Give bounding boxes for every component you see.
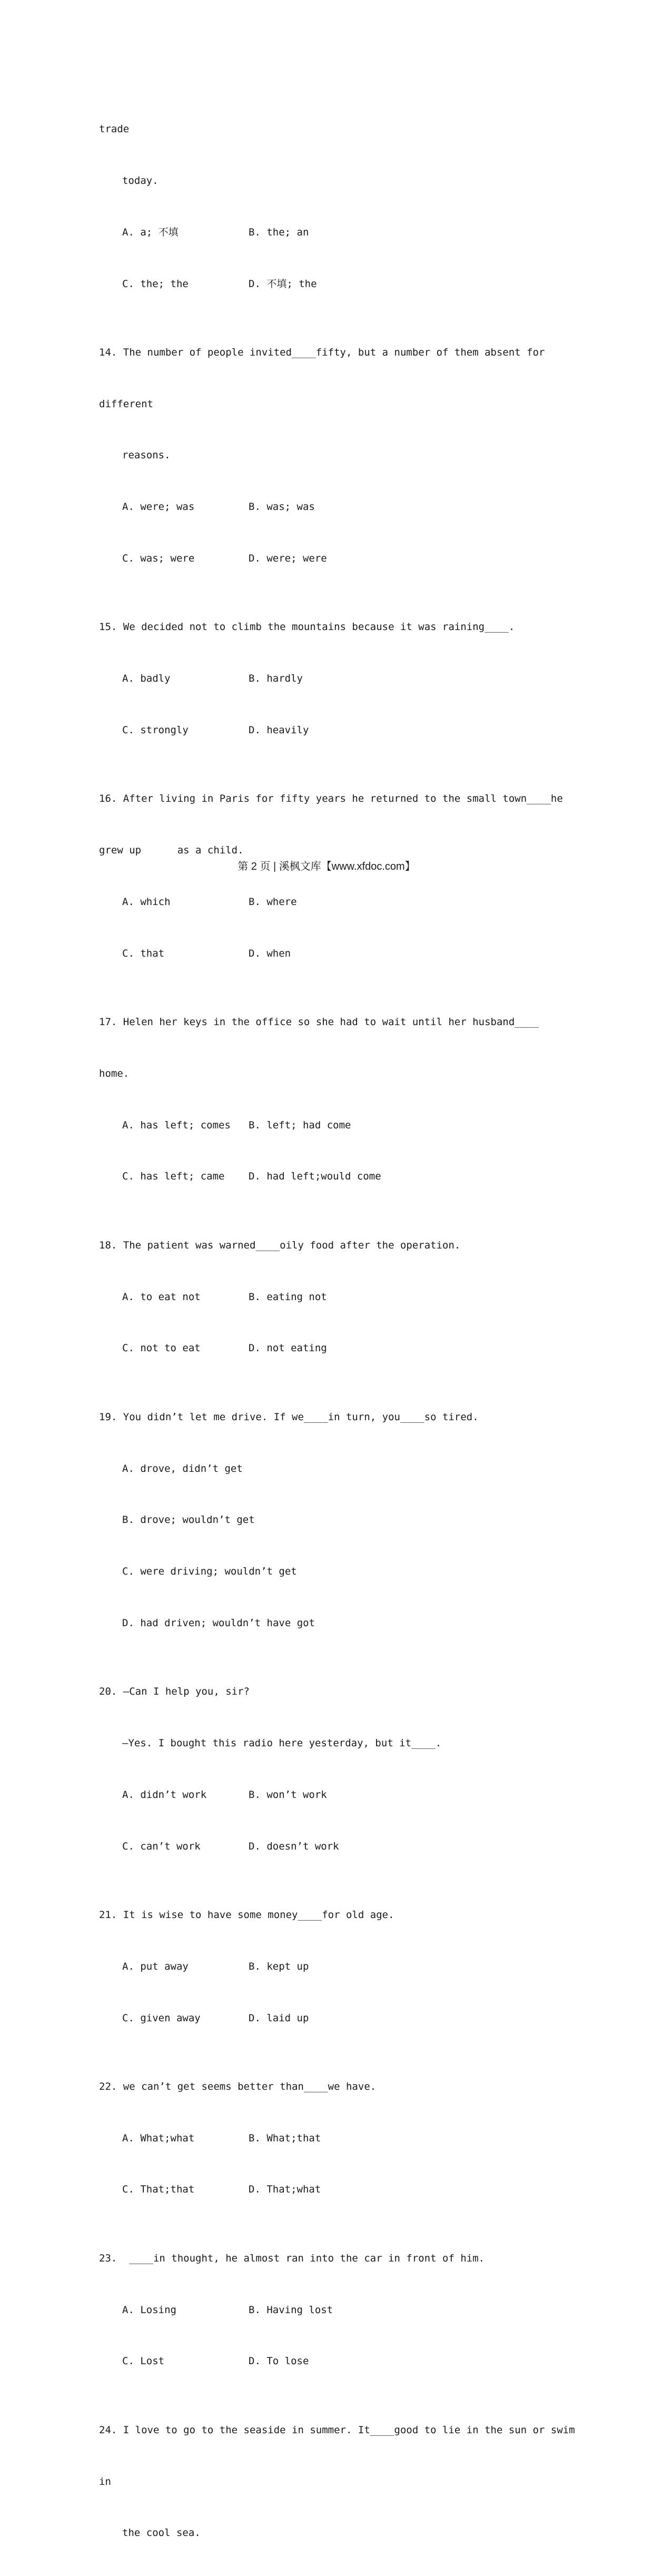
option-b: B. hardly <box>249 673 303 685</box>
option-a: A. Losing <box>122 2304 176 2316</box>
option-c: C. That;that <box>122 2184 195 2196</box>
option-d: D. when <box>249 947 291 959</box>
option-b: B. What;that <box>249 2132 321 2144</box>
option-row <box>99 1958 573 1975</box>
option-c: C. given away <box>122 2012 201 2024</box>
question-18: 18. The patient was warned____oily food after the operation. <box>99 1239 461 1251</box>
option-c: C. has left; came <box>122 1171 225 1183</box>
option-d: D. doesn’t work <box>249 1840 339 1852</box>
option-row <box>99 2130 573 2147</box>
option-a: A. put away <box>122 1960 189 1972</box>
option-c: C. strongly <box>122 724 189 736</box>
question-21: 21. It is wise to have some money____for old age. <box>99 1909 394 1921</box>
option-c: C. the; the <box>122 278 189 290</box>
option-b: B. left; had come <box>249 1119 351 1131</box>
option-d: D. 不填; the <box>249 278 317 290</box>
option-b: B. drove; wouldn’t get <box>122 1514 255 1526</box>
option-row <box>99 1340 573 1357</box>
question-16: 16. After living in Paris for fifty years he returned to the small town____he <box>99 793 563 805</box>
option-row <box>99 276 573 293</box>
option-row <box>99 1838 573 1855</box>
option-row <box>99 550 573 567</box>
text-line: the cool sea. <box>122 2527 201 2539</box>
question-text <box>99 86 573 2576</box>
option-a: A. didn’t work <box>122 1788 207 1801</box>
option-c: C. Lost <box>122 2355 165 2367</box>
option-a: A. which <box>122 896 171 908</box>
option-row <box>99 2181 573 2198</box>
option-b: B. the; an <box>249 226 309 238</box>
option-row <box>99 1117 573 1134</box>
option-d: D. heavily <box>249 724 309 736</box>
option-b: B. where <box>249 896 297 908</box>
option-d: D. laid up <box>249 2012 309 2024</box>
option-a: A. What;what <box>122 2132 195 2144</box>
option-d: D. not eating <box>249 1342 327 1354</box>
option-row <box>99 2010 573 2027</box>
option-a: A. badly <box>122 673 171 685</box>
question-14: 14. The number of people invited____fifty, but a number of them absent for <box>99 346 545 358</box>
question-24: 24. I love to go to the seaside in summer. It____good to lie in the sun or swim <box>99 2424 575 2436</box>
question-19: 19. You didn’t let me drive. If we____in turn, you____so tired. <box>99 1411 479 1423</box>
text-line: different <box>99 398 153 410</box>
option-b: B. kept up <box>249 1960 309 1972</box>
option-c: C. was; were <box>122 553 195 565</box>
option-b: B. Having lost <box>249 2304 333 2316</box>
option-a: A. has left; comes <box>122 1119 231 1131</box>
option-b: B. eating not <box>249 1291 327 1303</box>
option-c: C. that <box>122 947 165 959</box>
question-22: 22. we can’t get seems better than____we have. <box>99 2080 377 2092</box>
option-b: B. was; was <box>249 501 315 513</box>
text-line: —Yes. I bought this radio here yesterday, but it____. <box>122 1737 442 1749</box>
question-20: 20. —Can I help you, sir? <box>99 1686 250 1698</box>
text-line: trade <box>99 123 130 135</box>
option-d: D. were; were <box>249 553 327 565</box>
option-c: C. can’t work <box>122 1840 201 1852</box>
text-line: reasons. <box>122 449 171 461</box>
option-row <box>99 2302 573 2319</box>
text-line: in <box>99 2475 111 2487</box>
text-line: grew up as a child. <box>99 844 244 857</box>
option-row <box>99 1786 573 1804</box>
option-d: D. To lose <box>249 2355 309 2367</box>
option-c: C. not to eat <box>122 1342 201 1354</box>
option-a: A. were; was <box>122 501 195 513</box>
option-a: A. drove, didn’t get <box>122 1462 243 1474</box>
text-line: today. <box>122 174 159 186</box>
option-row <box>99 893 573 911</box>
option-a: A. a; 不填 <box>122 226 179 238</box>
option-row <box>99 498 573 516</box>
option-row <box>99 224 573 241</box>
option-row <box>99 945 573 962</box>
option-d: D. had left;would come <box>249 1171 381 1183</box>
text-line: home. <box>99 1067 130 1079</box>
option-row <box>99 670 573 687</box>
option-d: D. had driven; wouldn’t have got <box>122 1617 315 1629</box>
question-15: 15. We decided not to climb the mountains because it was raining____. <box>99 621 515 633</box>
question-23: 23. ____in thought, he almost ran into the car in front of him. <box>99 2252 485 2264</box>
option-d: D. That;what <box>249 2184 321 2196</box>
page-footer: 第 2 页 | 溪枫文库【www.xfdoc.com】 <box>238 861 415 872</box>
question-17: 17. Helen her keys in the office so she had to wait until her husband____ <box>99 1016 539 1028</box>
option-c: C. were driving; wouldn’t get <box>122 1566 297 1578</box>
option-row <box>99 722 573 739</box>
option-a: A. to eat not <box>122 1291 201 1303</box>
option-b: B. won’t work <box>249 1788 327 1801</box>
option-row <box>99 2353 573 2370</box>
option-row <box>99 1289 573 1306</box>
option-row <box>99 1168 573 1185</box>
